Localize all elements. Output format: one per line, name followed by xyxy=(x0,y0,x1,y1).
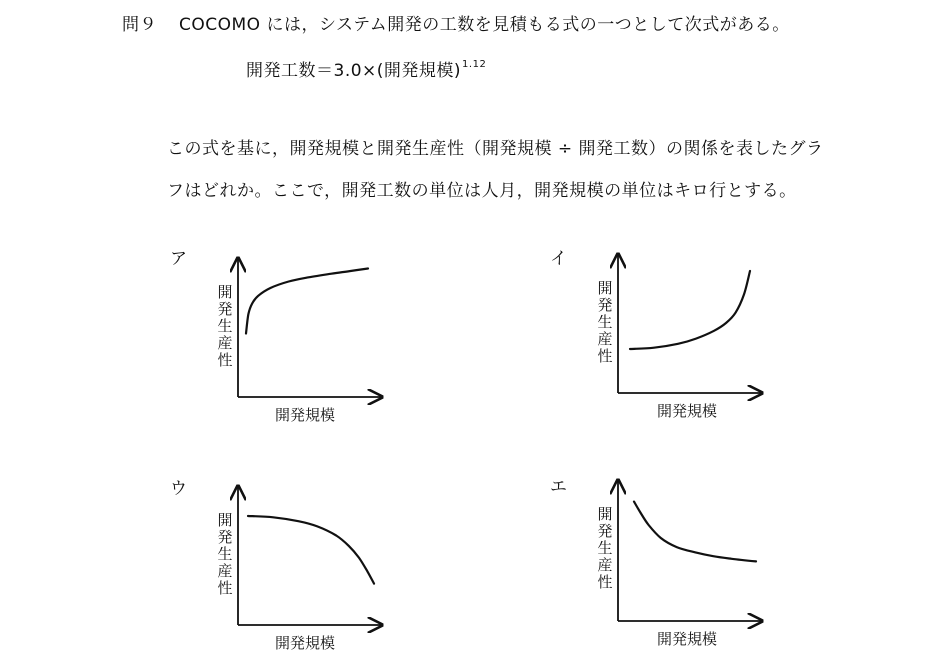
ylabel-e: 開発生産性 xyxy=(597,505,613,591)
xlabel-e: 開発規模 xyxy=(657,630,718,648)
ylabel-u: 開発生産性 xyxy=(217,511,233,597)
choice-letter-i: イ xyxy=(550,249,567,269)
choice-letter-e: エ xyxy=(550,477,567,497)
curve-u xyxy=(248,516,374,584)
curve-a xyxy=(246,269,368,334)
choice-letter-a: ア xyxy=(170,249,187,269)
formula-exponent: 1.12 xyxy=(462,59,487,70)
xlabel-i: 開発規模 xyxy=(657,402,718,420)
question-lead-text: COCOMO には，システム開発の工数を見積もる式の一つとして次式がある。 xyxy=(179,15,790,35)
curve-e xyxy=(634,502,756,562)
question-body-line-2: フはどれか。ここで，開発工数の単位は人月，開発規模の単位はキロ行とする。 xyxy=(167,181,797,201)
question-body-line-1: この式を基に，開発規模と開発生産性（開発規模 ÷ 開発工数）の関係を表したグラ xyxy=(167,139,824,159)
choice-letter-u: ウ xyxy=(170,479,187,499)
formula-text: 開発工数＝3.0×(開発規模) xyxy=(246,61,462,81)
curve-i xyxy=(630,271,750,349)
question-number: 問９ xyxy=(122,15,157,35)
xlabel-u: 開発規模 xyxy=(275,634,336,652)
ylabel-i: 開発生産性 xyxy=(597,279,613,365)
xlabel-a: 開発規模 xyxy=(275,406,336,424)
ylabel-a: 開発生産性 xyxy=(217,283,233,369)
